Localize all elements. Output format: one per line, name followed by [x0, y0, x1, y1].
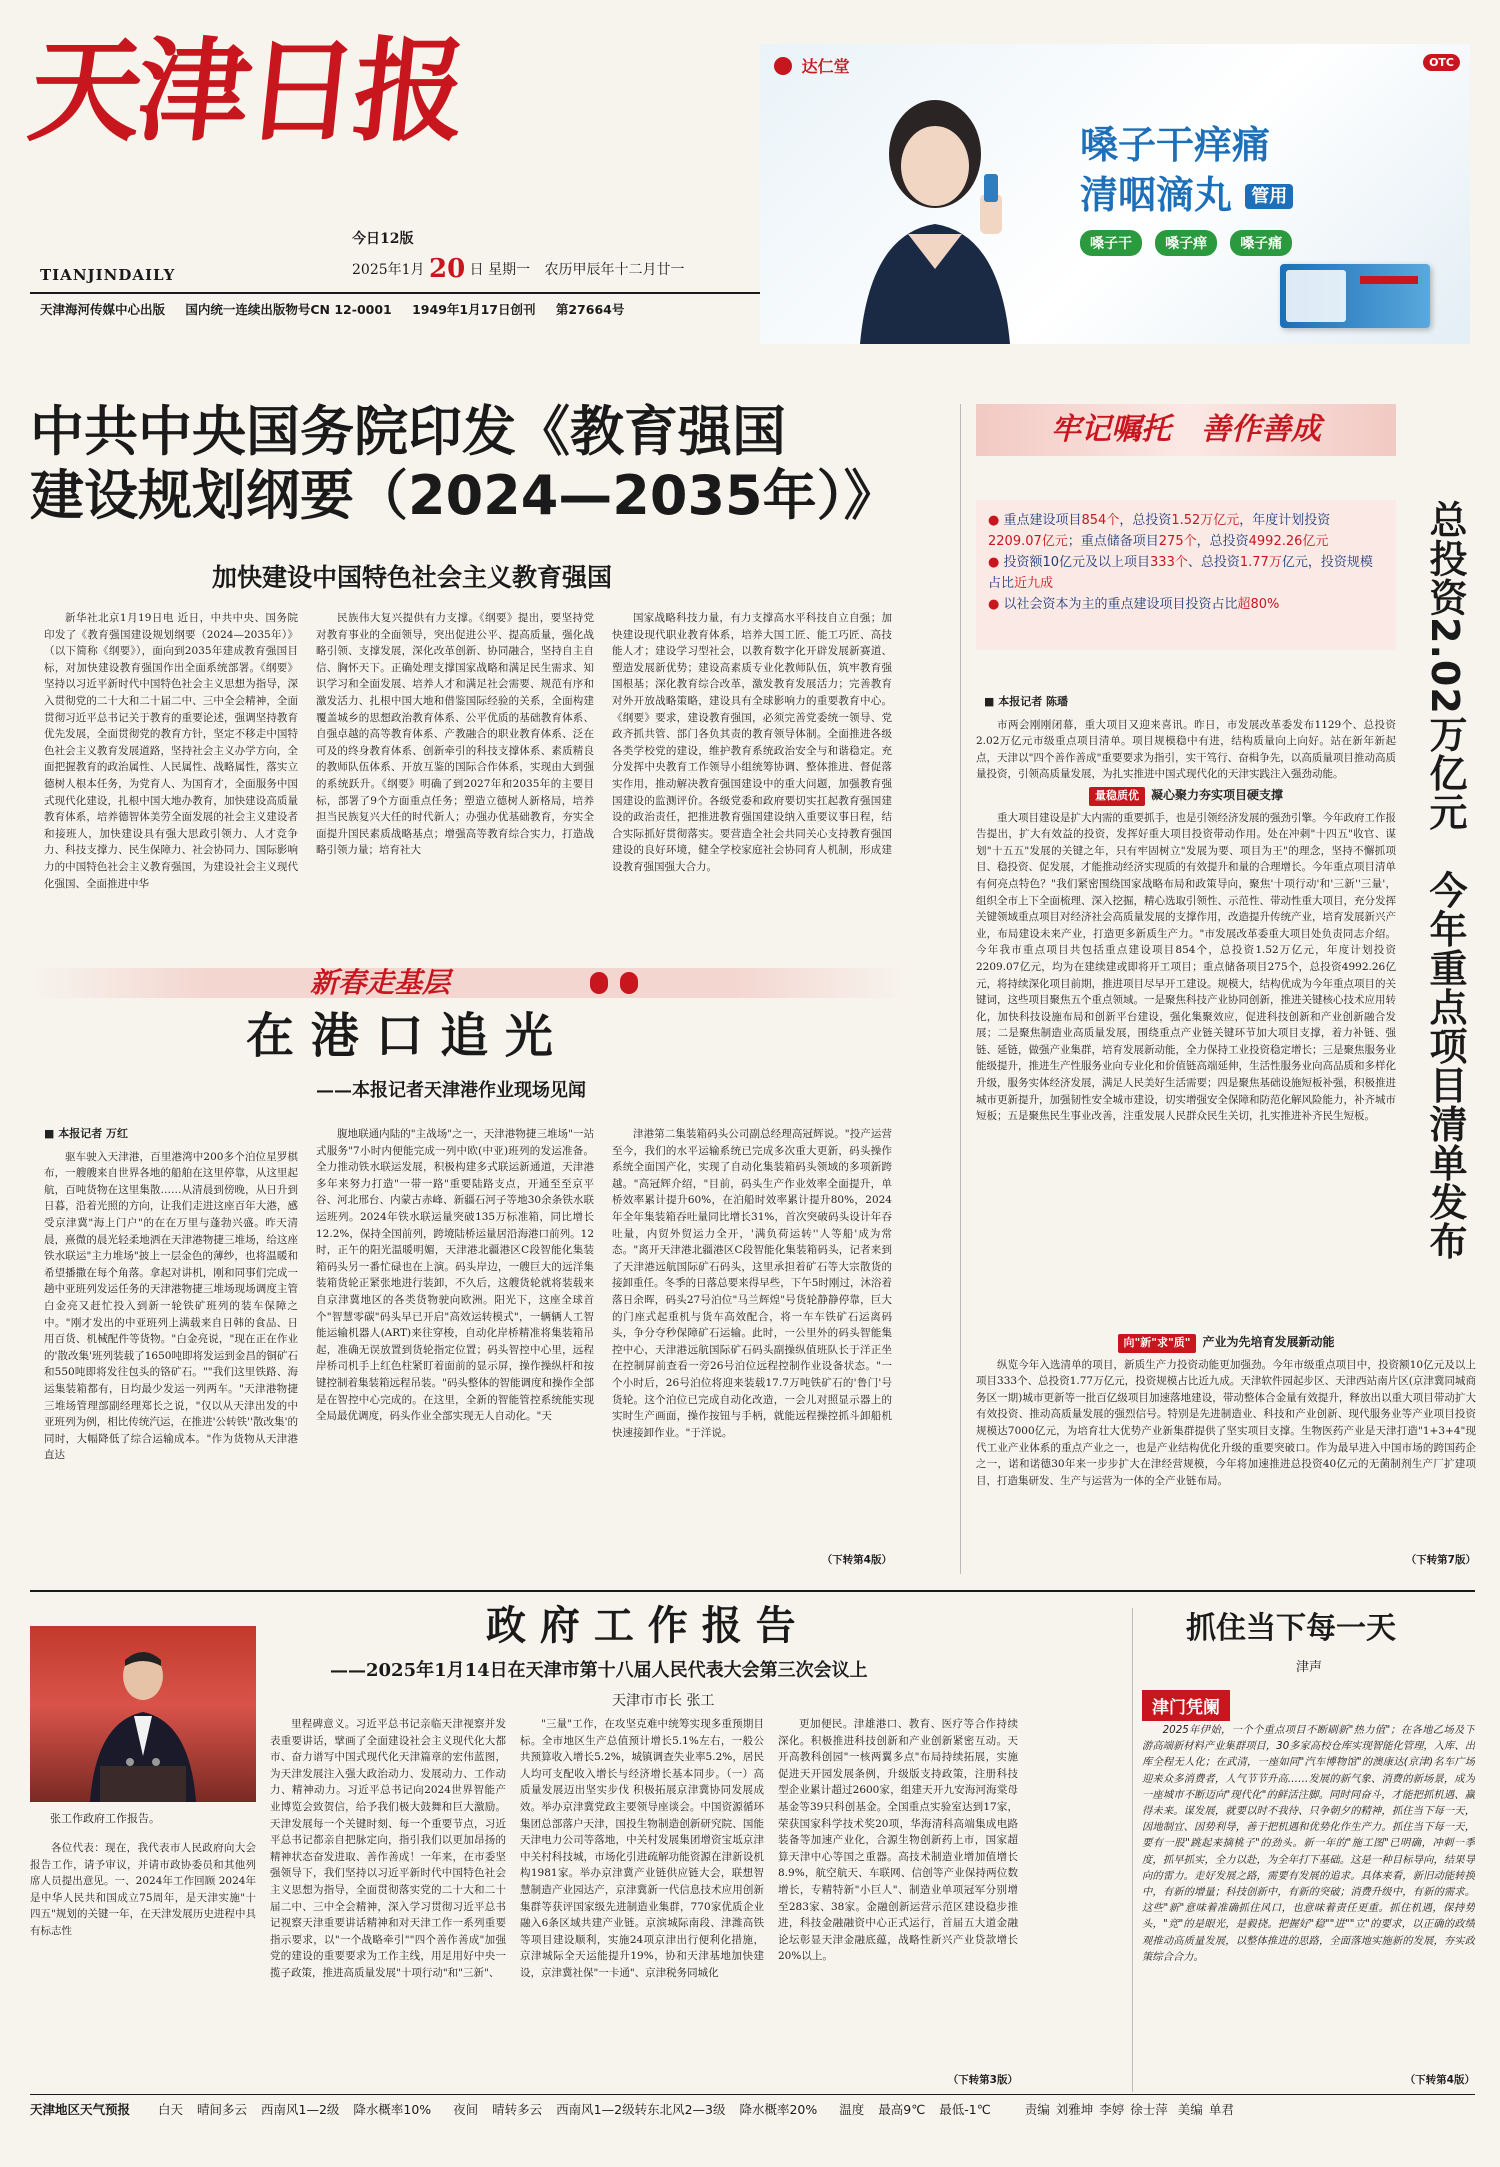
essay-title: 抓住当下每一天 — [1186, 1611, 1396, 1646]
issue-date — [352, 254, 685, 284]
essay-author: 津声 — [1296, 1660, 1323, 1675]
report-text: 里程碑意义。习近平总书记亲临天津视察并发表重要讲话，擘画了全面建设社会主义现代化大都市、奋力谱写中国式现代化天津篇章的宏伟蓝图，为天津发展注入强大政治动力、发展动力、工作动力、精神动力。习近平总书记向2024世界智能产业博览会致贺信，给予我们极大鼓舞和巨大激励。天津发展每一个关键时刻、每一个重要节点，习近平总书记都亲自把脉定向，指引我们以更加昂扬的精神状态奋发进取、善作善成！一年来，在市委坚强领导下，我们坚持以习近平新时代中国特色社会主义思想为指导，全面贯彻落实党的二十大和二十届二中、三中全会精神，深入学习贯彻习近平总书记视察天津重要讲话精神和对天津工作一系列重要指示要求，以"一个战略牵引""四个善作善成"加强党的建设的重要要求为工作主线，用足用好中央一揽子政策，推进高质量发展"十项行动"和"三新"、 — [270, 1718, 506, 1979]
ad-chips — [1080, 230, 1292, 256]
weather-temp-low: 最低-1℃ — [939, 2102, 991, 2117]
port-byline: ■ 本报记者 万红 — [44, 1127, 129, 1140]
weather-night-rain: 降水概率20% — [739, 2102, 818, 2117]
report-column-3 — [520, 1716, 764, 2090]
lead-headline-line2: 建设规划纲要（2024—2035年）》 — [30, 464, 898, 527]
ad-otc-badge: OTC — [1423, 54, 1460, 71]
report-continued[interactable]: （下转第3版） — [947, 2074, 1018, 2086]
port-headline: 在 港 口 追 光 — [246, 1008, 553, 1064]
lead-text: 新华社北京1月19日电 近日，中共中央、国务院印发了《教育强国建设规划纲要（2024—2035年）》（以下简称《纲要》），面向到2035年建成教育强国目标，对加快建设教育强国作出全面系统部署。《纲要》坚持以习近平新时代中国特色社会主义思想为指导，深入贯彻党的二十大和二十届二中、三中全会精神，全面贯彻习近平总书记关于教育的重要论述，强调坚持教育优先发展，全面贯彻党的教育方针，坚定不移走中国特色社会主义教育发展道路，坚持社会主义办学方向，全面把握教育的政治属性、人民属性、战略属性，落实立德树人根本任务，为党育人、为国育才，全面服务中国式现代化建设，扎根中国大地办教育，加快建设高质量教育体系，培养德智体美劳全面发展的社会主义建设者和接班人，加快建设具有强大思政引领力、人才竞争力、科技支撑力、民生保障力、社会协同力、国际影响力的中国特色社会主义教育强国，为建设社会主义现代化强国、全面推进中华 — [44, 612, 298, 890]
essay-body — [1142, 1722, 1475, 2062]
port-continued[interactable]: （下转第4版） — [821, 1554, 892, 1566]
campaign-bullet: ● 以社会资本为主的重点建设项目投资占比超80% — [988, 597, 1280, 612]
report-text: 各位代表：现在，我代表市人民政府向大会报告工作，请予审议，并请市政协委员和其他列席人员提出意见。一、2024年工作回顾 2024年是中华人民共和国成立75周年，是天津实施"十四五"规划的关键一年，在天津发展历史进程中具有标志性 — [30, 1842, 256, 1937]
port-column-3 — [612, 1126, 892, 1546]
masthead-english: TIANJINDAILY — [40, 266, 176, 284]
weather-title: 天津地区天气预报 — [30, 2102, 131, 2117]
campaign-banner — [976, 404, 1396, 456]
date-day: 20 — [429, 254, 466, 284]
weather-day-label: 白天 — [158, 2102, 184, 2117]
campaign-bullet: ● 重点建设项目854个，总投资1.52万亿元，年度计划投资2209.07亿元；重点储备项目275个，总投资4992.26亿元 — [988, 513, 1331, 549]
date-prefix: 2025年1月 — [352, 262, 425, 278]
subhead-tag: 向"新"求"质" — [1118, 1334, 1197, 1353]
campaign-text: 纵览今年入选清单的项目，新质生产力投资动能更加强劲。今年市级重点项目中，投资额10亿元及以上项目333个、总投资1.77万亿元，投资规模占比近九成。天津软件园起步区、天津西站南片区(京津冀同城商务区一期)城市更新等一批百亿级项目加速落地建设，带动整体合金量有效提升，释放出以重大项目带动扩大有效投资、推动高质量发展的强烈信号。特别是先进制造业、科技和产业创新、现代服务业等产业项目投资规模达7000亿元，为培育壮大优势产业新集群提供了坚实项目支撑。生物医药产业是天津打造"1+3+4"现代工业产业体系的重点产业之一，也是产业结构优化升级的重要突破口。作为最早进入中国市场的跨国药企之一，诺和诺德30年来一步步扩大在津经营规模，今年将加速推进总投资40亿元的无菌制剂生产厂扩建项目，打造集研发、生产与运营为一体的全产业链布局。 — [976, 1358, 1476, 1487]
campaign-subhead-2: 向"新"求"质" 产业为先培育发展新动能 — [976, 1334, 1476, 1353]
founded-date: 1949年1月17日创刊 — [412, 302, 536, 317]
ad-chip: 嗓子干 — [1080, 230, 1142, 256]
photo-caption: 张工作政府工作报告。 — [50, 1812, 160, 1825]
weather-temp-high: 最高9℃ — [878, 2102, 926, 2117]
campaign-byline: ■ 本报记者 陈璠 — [984, 695, 1069, 708]
report-column-1 — [30, 1840, 256, 2090]
campaign-subhead-1: 量稳质优 凝心聚力夯实项目硬支撑 — [976, 787, 1396, 806]
port-text: 驱车驶入天津港，百里港湾中200多个泊位星罗棋布，一艘艘来自世界各地的船舶在这里停靠，从这里起航，百吨货物在这里集散……从清晨到傍晚，从日升到日暮，沿着光照的方向，让我们走进这座百年大港，感受京津冀"海上门户"的在在万里与蓬勃兴盛。昨天清晨，熹微的晨光轻柔地洒在天津港物捷三堆场，给这座铁水联运"主力堆场"披上一层金色的薄纱，也将温暖和希望播撒在每个角落。拿起对讲机，刚和同事们完成一趟中亚班列发运任务的天津港物捷三堆场现场调度主管白金亮又赶忙投入到新一轮铁矿班列的装车保障之中。"刚才发出的中亚班列上满载来自日韩的食品、日用百货、机械配件等货物。"白金亮说，"现在正在作业的'散改集'班列装载了1650吨即将发运到金昌的铜矿石和550吨即将发往包头的铬矿石。""我们这里铁路、海运集装箱都有，日均最少发运一列两车。"天津港物捷三堆场管理部副经理郑长之说，"仅以从天津出发的中亚班列为例，相比传统汽运，在推进'公转铁''散改集'的同时，大幅降低了综合运输成本。"作为货物从天津港直达 — [44, 1150, 298, 1462]
weather-night-label: 夜间 — [453, 2102, 479, 2117]
campaign-bullet: ● 投资额10亿元及以上项目333个、总投资1.77万亿元，投资规模占比近九成 — [988, 555, 1373, 591]
weather-temp-label: 温度 — [839, 2102, 865, 2117]
report-text: 更加便民。津雄港口、教育、医疗等合作持续深化。积极推进科技创新和产业创新紧密互动。天开高教科创园"一核两翼多点"布局持续拓展，实施促进天开园发展条例，升级版支持政策，注册科技型企业累计超过2600家，组建天开九安海河海棠母基金等39只科创基金。全国重点实验室达到17家，荣获国家科学技术奖20项，华海清科高端集成电路装备等加速产业化，合源生物创新药上市，国家超算天津中心等国之重器。高技术制造业增加值增长8.9%，航空航天、车联网、信创等产业保持两位数增长，专精特新"小巨人"、制造业单项冠军分别增至283家、38家。金融创新运营示范区建设稳步推进，科技金融融资中心正式运行，首届五大道金融论坛彰显天津金融底蕴，战略性新兴产业贷款增长20%以上。 — [778, 1718, 1018, 1963]
weather-day-rain: 降水概率10% — [353, 2102, 432, 2117]
date-suffix: 日 星期一 — [469, 262, 531, 278]
page-count: 今日12版 — [352, 231, 414, 247]
campaign-banner-text: 牢记嘱托 善作善成 — [1051, 412, 1321, 447]
essay-text: 2025年伊始，一个个重点项目不断刷新"热力值"；在各地乙场及下游高端新材料产业集群项目，30多家高校仓库实现智能化管理，入库、出库全程无人化；在武清，一座如同"汽车博物馆"的澳康达(京津)名车广场迎来众多消费者，人气节节升高……发展的新气象、消费的新场景，成为一座城市不断迈向"现代化"的鲜活注脚。同时同奋斗，才能把抓机遇、赢得未来。谋发展，就要以时不我待、只争朝夕的精神，抓住当下每一天，因地制宜、因势利导，善于把机遇和优势化作生产力。抓住当下每一天，要有一股"跳起来摘桃子"的劲头。新一年的"施工图"已明确，冲刺一季度，抓早抓实，全力以赴，为全年打下基础。这是一种目标导向，结果导向的雷力。走好发展之路，需要有发展的追求。具体来看，新旧动能转换中，有新的增量；科技创新中，有新的突破；消费升级中，有新的需求。这些"新"意味着准确抓住风口，也意味着责任更重。抓住机遇，保持势头，"竞"的是眼光，是毅挠。把握好"稳""进""立"的要求，以正确的政绩观推动高质量发展，以整体推进的思路，全面落地实施新的发展，夯实政策综合合力。 — [1142, 1724, 1475, 1963]
subhead-tag: 量稳质优 — [1089, 787, 1145, 806]
port-banner-text: 新春走基层 — [310, 966, 451, 999]
campaign-body-2 — [976, 1330, 1476, 1538]
ad-brand: 达仁堂 — [774, 54, 850, 77]
port-text: 腹地联通内陆的"主战场"之一，天津港物捷三堆场"一站式服务"7小时内便能完成一列中欧(中亚)班列的发运准备。全力推动铁水联运发展，积极构建多式联运新通道，天津港多年来努力打造"一带一路"重要陆路支点，开通至至京平谷、河北邢台、内蒙古赤峰、新疆石河子等地30余条铁水联运班列。2024年铁水联运量突破135万标准箱，同比增长12.2%，保持全国前列，跨境陆桥运量居沿海港口前列。12时，正午的阳光温暖明媚，天津港北疆港区C段智能化集装箱码头另一番忙碌也在上演。码头岸边，一艘巨大的远洋集装箱货轮正紧张地进行装卸，不久后，这艘货轮就将装载来自京津冀地区的各类货物驶向欧洲。阳光下，这座全球首个"智慧零碳"码头早已开启"高效运转模式"，一辆辆人工智能运输机器人(ART)来往穿梭，自动化岸桥精准将集装箱吊起，准确无误放置到货轮指定位置；码头智控中心里，远程岸桥司机手上红色柱紧盯着面前的显示屏，操作操纵杆和按键控制着集装箱远程吊装。"码头整体的智能调度和操作全部是在智控中心完成的。在这里，全新的智能管控系统能实现全局最优调度，码头作业全部实现无人自动化。"天 — [316, 1128, 594, 1423]
report-title: 政 府 工 作 报 告 — [486, 1602, 796, 1649]
weather-day-sky: 晴间多云 — [197, 2102, 248, 2117]
port-banner — [30, 968, 910, 998]
brand-logo-icon — [774, 57, 792, 75]
lantern-icon — [620, 972, 638, 994]
weather-night-sky: 晴转多云 — [492, 2102, 543, 2117]
weather-day-wind: 西南风1—2级 — [261, 2102, 340, 2117]
cn-number: 国内统一连续出版物号CN 12-0001 — [185, 302, 392, 317]
weather-night-wind: 西南风1—2级转东北风2—3级 — [556, 2102, 726, 2117]
lead-column-2 — [316, 610, 594, 940]
issue-number: 第27664号 — [555, 302, 625, 317]
lead-headline-line1: 中共中央国务院印发《教育强国 — [30, 400, 786, 463]
campaign-text: 市两会刚刚闭幕，重大项目又迎来喜讯。昨日，市发展改革委发布1129个、总投资2.02万亿元市级重点项目清单。项目规模稳中有进，结构质量向上向好。站在新年新起点，天津以"四个善作善成"重要要求为指引，实干笃行、奋楫争先，以高质量项目推动高质量投资，引领高质量发展，为扎实推进中国式现代化的天津实践注入强劲动能。 — [976, 718, 1396, 781]
campaign-text: 重大项目建设是扩大内需的重要抓手，也是引领经济发展的强劲引擎。今年政府工作报告提出，扩大有效益的投资，发挥好重大项目投资带动作用。处在冲刺"十四五"收官、谋划"十五五"发展的关键之年，只有牢固树立"发展为要、项目为王"的理念，坚持不懈抓项目、稳投资、促发展，才能推动经济实现质的有效提升和量的合理增长。今年重点项目清单有何亮点特色？"我们紧密围绕国家战略布局和政策导向，聚焦'十项行动'和'三新''三量'，组织全市上下全面梳理、深入挖掘，精心选取引领性、示范性、带动性重大项目，充分发挥关键领域重点项目对经济社会高质量发展的支撑作用，改造提升传统产业，培育发展新兴产业，布局建设未来产业，打造更多新质生产力。"市发展改革委重大项目处负责同志介绍。今年我市重点项目共包括重点建设项目854个，总投资1.52万亿元，年度计划投资2209.07亿元，均为在建续建或即将开工项目；重点储备项目275个，总投资4992.26亿元，将持续深化项目前期，推进项目尽早开工建设。规模大，结构优成为今年重点项目的关键词，这些项目聚焦五个重点领域。一是聚焦科技产业协同创新，推进关键核心技术应用转化，加快科技设施布局和创新平台建设，强化集聚效应，促进科技创新和产业创新融合发展；二是聚焦制造业高质量发展，围绕重点产业链关键环节加大项目支撑，着力补链、强链、延链，做强产业集群，培育发展新动能，全力保持工业投资稳定增长；三是聚焦服务业能级提升，推进生产性服务业向专业化和价值链高端延伸，生活性服务业向高品质和多样化升级，服务实体经济发展，满足人民美好生活需要；四是聚焦基础设施短板补强，积极推进城市更新提升，加强韧性安全城市建设，切实增强安全保障和防范化解风险能力，补齐城市短板；五是聚焦民生事业改善，注重发展人民群众民生关切，扎实推进补齐民生短板。 — [976, 811, 1396, 1123]
essay-column-tag: 津门凭阑 — [1142, 1690, 1230, 1721]
report-photo — [30, 1626, 256, 1802]
ad-model-figure — [830, 84, 1040, 344]
essay-continued[interactable]: （下转第4版） — [1404, 2074, 1475, 2086]
port-column-1 — [44, 1126, 298, 1571]
ad-product-box-icon — [1280, 264, 1430, 328]
lead-subtitle: 加快建设中国特色社会主义教育强国 — [212, 563, 613, 592]
lantern-icon — [590, 972, 608, 994]
ad-tag: 管用 — [1245, 184, 1293, 209]
lead-text: 民族伟大复兴提供有力支撑。《纲要》提出，要坚持党对教育事业的全面领导，突出促进公平、提高质量，强化战略引领、支撑发展，深化改革创新、协同融合，坚持自主自信、胸怀天下。正确处理支撑国家战略和满足民生需求、知识学习和全面发展、培养人才和满足社会需要、规范有序和激发活力、扎根中国大地和借鉴国际经验的关系，全面构建覆盖城乡的思想政治教育体系、公平优质的基础教育体系、自强卓越的高等教育体系、产教融合的职业教育体系、泛在可及的终身教育体系、创新牵引的科技支撑体系、素质精良的教师队伍体系、开放互鉴的国际合作体系，实现由大到强的系统跃升。《纲要》明确了到2027年和2035年的主要目标，部署了9个方面重点任务；塑造立德树人新格局，培养担当民族复兴大任的时代新人；办强办优基础教育，夯实全面提升国民素质战略基点；增强高等教育综合实力，打造战略引领力量；培育社大 — [316, 612, 594, 857]
campaign-summary-box — [976, 500, 1396, 650]
ad-chip: 嗓子痛 — [1230, 230, 1292, 256]
report-text: "三量"工作，在攻坚克难中统筹实现多重预期目标。全市地区生产总值预计增长5.1%左右，一般公共预算收入增长5.2%，城镇调查失业率5.2%，居民人均可支配收入增长与经济增长基本同步。（一）高质量发展迈出坚实步伐 积极拓展京津冀协同发展成效。举办京津冀党政主要领导座谈会。中国资源循环集团总部落户天津，国投生物制造创新研究院、国能天津电力公司等落地，中关村发展集团增资宝坻京津中关村科技城，市场化引进疏解功能资源在津新设机构1981家。举办京津冀产业链供应链大会，联想智慧制造产业园达产，京津冀新一代信息技术应用创新集群等获评国家级先进制造业集群，770家优质企业融入6条区域共建产业链。京滨城际南段、津潍高铁等项目建设顺利，实施24项京津出行便利化措施，京津城际全天运能提升19%，协和天津基地加快建设，京津冀社保"一卡通"、京津税务同城化 — [520, 1718, 764, 1979]
lead-column-1 — [44, 610, 298, 940]
lead-column-3 — [612, 610, 892, 940]
weather-bar — [30, 2099, 1475, 2121]
advertisement[interactable] — [760, 44, 1470, 344]
publication-info — [40, 300, 624, 318]
campaign-continued[interactable]: （下转第7版） — [1405, 1554, 1476, 1566]
ad-chip: 嗓子痒 — [1155, 230, 1217, 256]
publisher: 天津海河传媒中心出版 — [40, 302, 166, 317]
campaign-vertical-headline: 总投资2.02万亿元 今年重点项目清单发布 — [1423, 500, 1467, 1261]
editor-credits: 责编 刘雅坤 李婷 徐士萍 美编 单君 — [1024, 2102, 1234, 2117]
port-subtitle: ——本报记者天津港作业现场见闻 — [316, 1080, 586, 1101]
report-column-4 — [778, 1716, 1018, 2068]
lead-headline — [30, 400, 910, 528]
report-subtitle: ——2025年1月14日在天津市第十八届人民代表大会第三次会议上 — [330, 1660, 868, 1681]
ad-headline-2: 清咽滴丸 管用 — [1080, 164, 1293, 219]
lunar-date: 农历甲辰年十二月廿一 — [544, 262, 685, 278]
campaign-body — [976, 694, 1396, 1294]
report-column-2 — [270, 1716, 506, 2090]
ad-headline-1: 嗓子干痒痛 — [1080, 123, 1271, 167]
masthead-title: 天津日报 — [23, 26, 469, 157]
report-author: 天津市市长 张工 — [612, 1693, 715, 1709]
lead-text: 国家战略科技力量，有力支撑高水平科技自立自强；加快建设现代职业教育体系，培养大国工匠、能工巧匠、高技能人才；建设学习型社会，以教育数字化开辟发展新赛道、塑造发展新优势；建设高素质专业化教师队伍，筑牢教育强国根基；深化教育综合改革，激发教育发展活力；完善教育对外开放战略策略，建设具有全球影响力的重要教育中心。《纲要》要求，建设教育强国，必须完善党委统一领导、党政齐抓共管、部门各负其责的教育领导体制。全面推进各级各类学校党的建设，维护教育系统政治安全与和谐稳定。充分发挥中央教育工作领导小组统筹协调、整体推进、督促落实作用，推动解决教育强国建设中的重大问题，加强教育强国建设的监测评价。各级党委和政府要切实扛起教育强国建设的政治责任，把推进教育强国建设纳入重要议事日程，结合实际抓好贯彻落实。要营造全社会共同关心支持教育强国建设的良好环境，健全学校家庭社会协同育人机制，形成建设教育强国强大合力。 — [612, 612, 892, 873]
port-column-2 — [316, 1126, 594, 1571]
port-text: 津港第二集装箱码头公司副总经理高冠辉说。"投产运营至今，我们的水平运输系统已完成多次重大更新，码头操作系统全面国产化，实现了自动化集装箱码头领域的多项新跨越。"高冠辉介绍，"目前，码头生产作业效率全面提升，单桥效率累计提升60%，在泊船时效率累计提升80%，2024年全年集装箱吞吐量同比增长31%，首次突破码头设计年吞吐量，内贸外贸运力全开，'满负荷运转''人等船'成为常态。"离开天津港北疆港区C段智能化集装箱码头，记者来到了天津港远航国际矿石码头，这里承担着矿石等大宗散货的接卸重任。冬季的日落总要来得早些，下午5时刚过，沐浴着落日余晖，码头27号泊位"马兰辉煌"号货轮静静停靠，巨大的门座式起重机与货车高效配合，将一车车铁矿石运离码头，争分夺秒保障矿石运输。此时，一公里外的码头智能集控中心，天津港远航国际矿石码头副操纵值班队长于洋正坐在控制屏前查看一旁26号泊位远程控制作业设备状态。"一个小时后，26号泊位将迎来装载17.7万吨铁矿石的'鲁门'号货轮。这个泊位已完成自动化改造，一会儿对照显示器上的实时生产画面，操作按钮与手柄，就能远程操控抓斗卸船机快速接卸作业。"于洋说。 — [612, 1128, 892, 1439]
